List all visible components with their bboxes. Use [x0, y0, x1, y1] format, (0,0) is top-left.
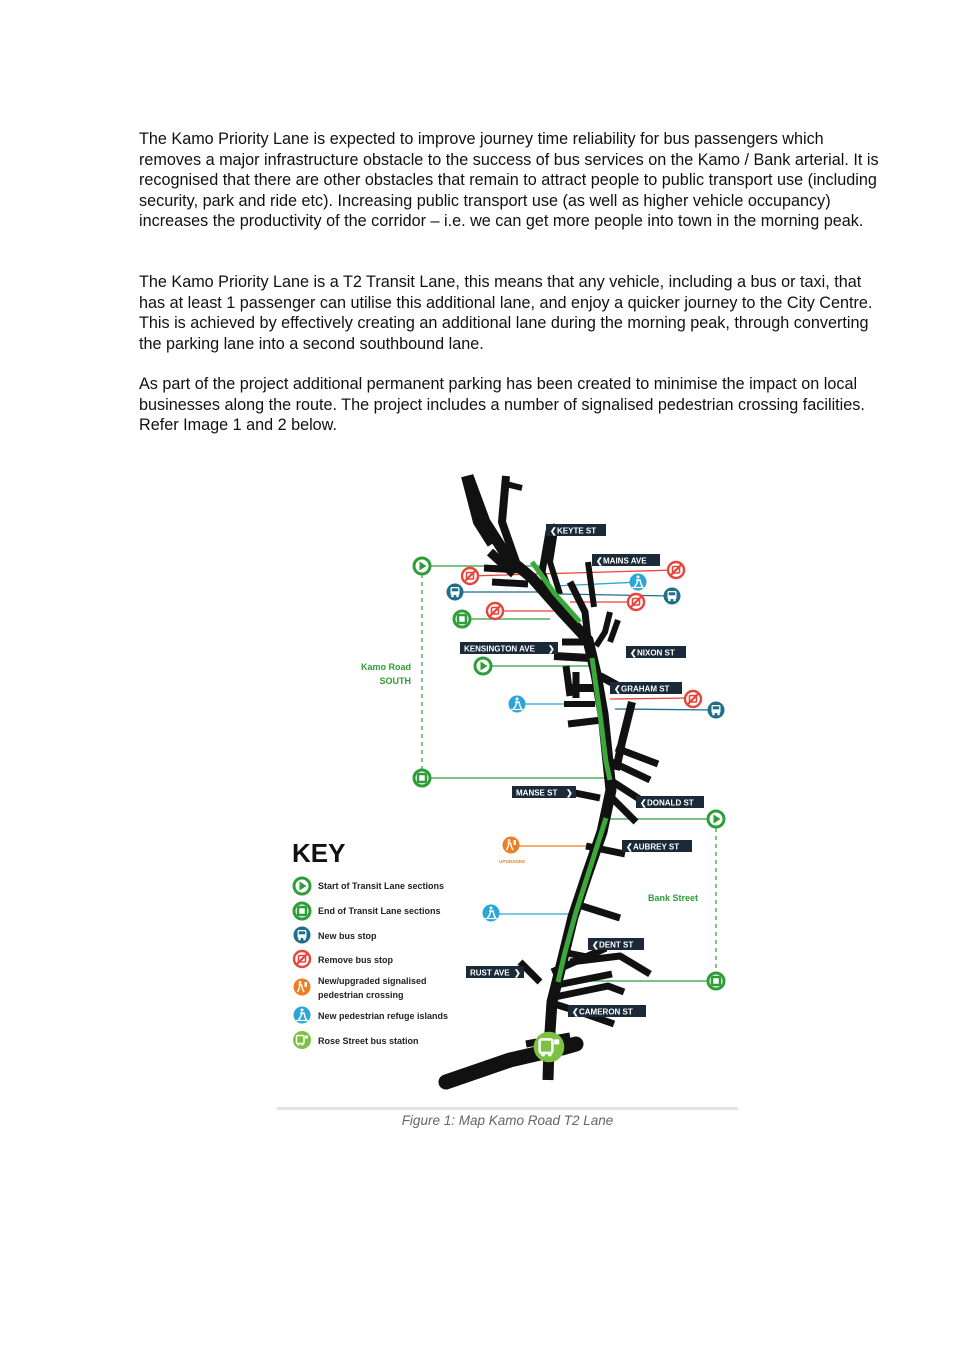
start-icon	[475, 658, 491, 674]
svg-text:❯: ❯	[566, 788, 573, 798]
svg-text:AUBREY ST: AUBREY ST	[633, 842, 680, 852]
signal-crossing-icon	[503, 837, 520, 854]
svg-text:Rose Street bus station: Rose Street bus station	[318, 1036, 419, 1046]
map-key	[292, 838, 448, 1049]
svg-text:New/upgraded signalised: New/upgraded signalised	[318, 976, 427, 986]
svg-text:RUST AVE: RUST AVE	[470, 968, 510, 978]
section-label-bank-street: Bank Street	[648, 893, 699, 903]
svg-text:❯: ❯	[514, 968, 521, 978]
svg-text:❮: ❮	[550, 526, 557, 536]
svg-text:DENT ST: DENT ST	[599, 940, 634, 950]
key-item-start	[294, 878, 444, 894]
svg-text:pedestrian crossing: pedestrian crossing	[318, 990, 404, 1000]
start-icon	[414, 558, 430, 574]
street-label-keyte	[546, 524, 606, 537]
svg-text:KENSINGTON AVE: KENSINGTON AVE	[464, 644, 535, 654]
new-bus-stop-icon	[664, 588, 681, 605]
key-item-new-stop	[294, 927, 378, 944]
remove-bus-stop-icon	[685, 691, 701, 707]
svg-text:GRAHAM ST: GRAHAM ST	[621, 684, 670, 694]
street-label-mains	[592, 554, 660, 567]
key-item-rose	[293, 1031, 419, 1049]
remove-bus-stop-icon	[628, 594, 644, 610]
svg-text:DONALD ST: DONALD ST	[647, 798, 694, 808]
svg-text:❮: ❮	[640, 798, 647, 808]
section-label-kamo-south: SOUTH	[379, 676, 411, 686]
street-label-rust	[466, 966, 524, 979]
street-label-dent	[588, 938, 644, 951]
new-bus-stop-icon	[708, 702, 725, 719]
kamo-road-map	[270, 462, 750, 1102]
start-icon	[708, 811, 724, 827]
street-label-kensington	[460, 642, 558, 655]
street-label-donald	[636, 796, 704, 809]
remove-bus-stop-icon	[668, 562, 684, 578]
svg-text:MAINS AVE: MAINS AVE	[603, 556, 647, 566]
paragraph-transit-reliability: The Kamo Priority Lane is expected to improve journey time reliability for bus passengers which removes a major infrastructure obstacle to the success of bus services on the Kamo / Bank arterial. It is recognised that there are other obstacles that remain to attract people to public transport use (including security, park and ride etc). Increasing public transport use (as well as higher vehicle occupancy) increases the productivity of the corridor – i.e. we can get more people into town in the morning peak.	[139, 130, 879, 231]
key-item-remove-stop	[294, 951, 394, 967]
figure-caption: Figure 1: Map Kamo Road T2 Lane	[401, 1113, 614, 1128]
end-icon	[708, 973, 724, 989]
svg-text:❯: ❯	[548, 644, 555, 654]
street-label-graham	[610, 682, 682, 695]
svg-text:❮: ❮	[596, 556, 603, 566]
svg-text:CAMERON ST: CAMERON ST	[579, 1007, 633, 1017]
refuge-icon	[483, 905, 500, 922]
street-label-manse	[512, 786, 576, 799]
svg-text:KEYTE ST: KEYTE ST	[557, 526, 597, 536]
refuge-icon	[630, 574, 647, 591]
svg-text:❮: ❮	[614, 684, 621, 694]
section-label-kamo-road: Kamo Road	[360, 662, 411, 672]
key-title: KEY	[292, 838, 346, 868]
caption-rule	[277, 1107, 738, 1110]
refuge-icon	[509, 696, 526, 713]
paragraph-t2-description: The Kamo Priority Lane is a T2 Transit Lane, this means that any vehicle, including a bus or taxi, that has at least 1 passenger can utilise this additional lane, and enjoy a quicker journey to the City Centre. This is achieved by effectively creating an additional lane during the morning peak, through converting the parking lane into a second southbound lane.	[139, 273, 873, 353]
svg-text:❮: ❮	[630, 648, 637, 658]
remove-bus-stop-icon	[462, 568, 478, 584]
end-icon	[414, 770, 430, 786]
street-label-cameron	[568, 1005, 646, 1018]
key-item-signal	[294, 976, 427, 1000]
paragraph-parking-crossings: As part of the project additional permanent parking has been created to minimise the impact on local businesses along the route. The project includes a number of signalised pedestrian crossing facilities. Refer Image 1 and 2 below.	[139, 375, 865, 435]
svg-text:NIXON ST: NIXON ST	[637, 648, 675, 658]
end-icon	[454, 611, 470, 627]
svg-text:MANSE ST: MANSE ST	[516, 788, 558, 798]
svg-text:❮: ❮	[592, 940, 599, 950]
upgraded-label: UPGRADED	[499, 859, 525, 864]
road-network	[446, 476, 662, 1082]
svg-text:❮: ❮	[572, 1007, 579, 1017]
remove-bus-stop-icon	[487, 603, 503, 619]
svg-text:❮: ❮	[626, 842, 633, 852]
key-item-end	[294, 903, 441, 919]
svg-text:End of Transit Lane sections: End of Transit Lane sections	[318, 906, 441, 916]
map-markers	[414, 558, 725, 1062]
key-item-refuge	[294, 1007, 449, 1024]
svg-text:New bus stop: New bus stop	[318, 931, 377, 941]
street-label-aubrey	[622, 840, 692, 853]
svg-text:New pedestrian refuge islands: New pedestrian refuge islands	[318, 1011, 449, 1021]
svg-text:Start of Transit Lane sections: Start of Transit Lane sections	[318, 881, 445, 891]
svg-text:Remove bus stop: Remove bus stop	[318, 955, 394, 965]
street-label-nixon	[626, 646, 686, 659]
new-bus-stop-icon	[447, 584, 464, 601]
rose-street-station-icon	[534, 1032, 565, 1063]
